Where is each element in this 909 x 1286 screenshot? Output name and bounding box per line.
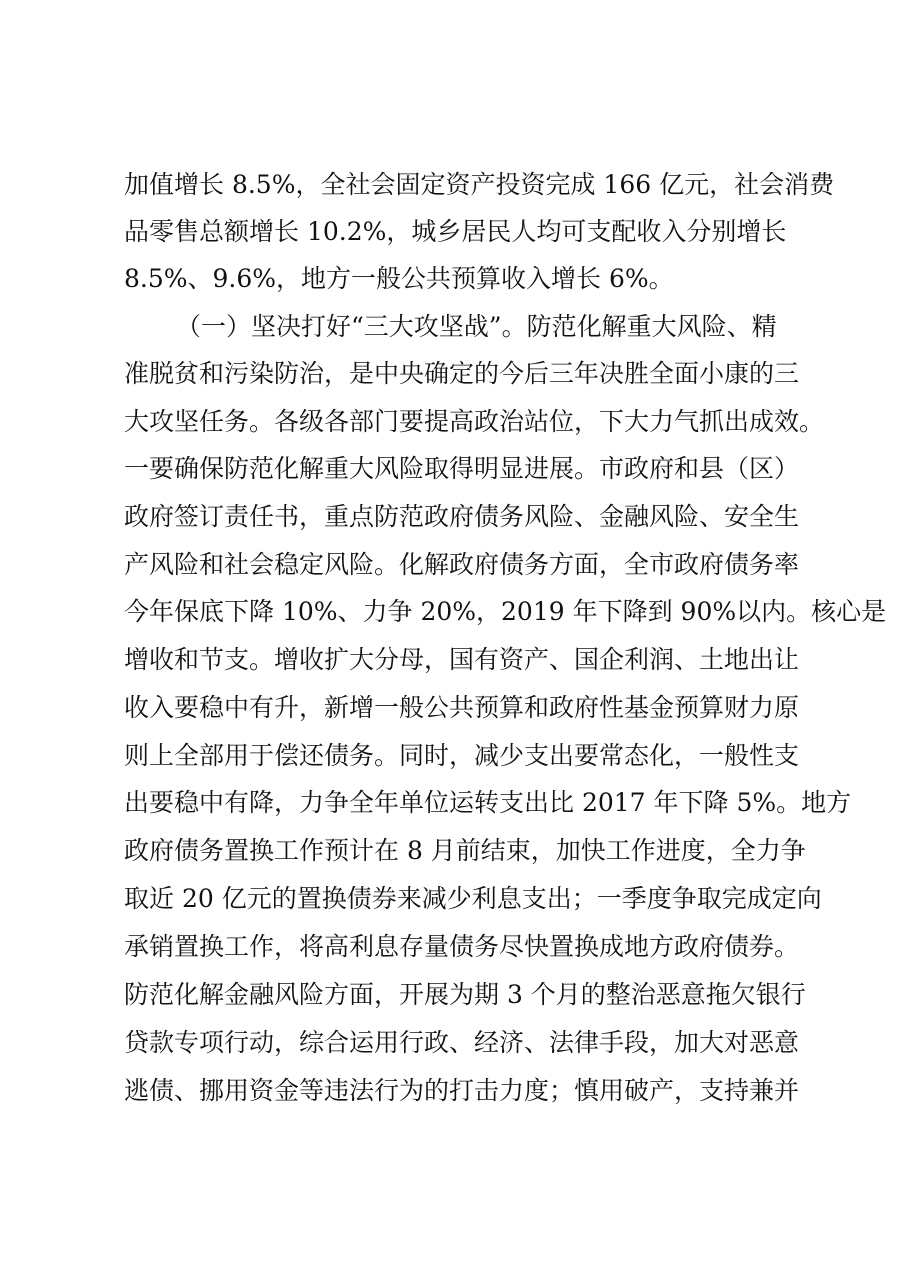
text-line: 大攻坚任务。各级各部门要提高政治站位，下大力气抓出成效。 bbox=[124, 407, 825, 436]
text-line: 贷款专项行动，综合运用行政、经济、法律手段，加大对恶意 bbox=[124, 1028, 800, 1057]
text-line: 逃债、挪用资金等违法行为的打击力度；慎用破产，支持兼并 bbox=[124, 1076, 800, 1105]
text-line: 品零售总额增长 10.2%，城乡居民人均可支配收入分别增长 bbox=[124, 217, 787, 246]
text-line: 政府签订责任书，重点防范政府债务风险、金融风险、安全生 bbox=[124, 502, 800, 531]
text-line: 一要确保防范化解重大风险取得明显进展。市政府和县（区） bbox=[124, 454, 800, 483]
text-line: 出要稳中有降，力争全年单位运转支出比 2017 年下降 5%。地方 bbox=[124, 788, 852, 817]
text-line: 取近 20 亿元的置换债券来减少利息支出；一季度争取完成定向 bbox=[124, 884, 822, 913]
text-line: 产风险和社会稳定风险。化解政府债务方面，全市政府债务率 bbox=[124, 550, 800, 579]
text-line: 政府债务置换工作预计在 8 月前结束，加快工作进度，全力争 bbox=[124, 836, 806, 865]
text-line: 则上全部用于偿还债务。同时，减少支出要常态化，一般性支 bbox=[124, 741, 800, 770]
text-line: 收入要稳中有升，新增一般公共预算和政府性基金预算财力原 bbox=[124, 693, 800, 722]
text-line: 加值增长 8.5%，全社会固定资产投资完成 166 亿元，社会消费 bbox=[124, 170, 835, 199]
text-line: 承销置换工作，将高利息存量债务尽快置换成地方政府债券。 bbox=[124, 932, 800, 961]
text-line: 8.5%、9.6%，地方一般公共预算收入增长 6%。 bbox=[124, 264, 674, 293]
text-line: 今年保底下降 10%、力争 20%，2019 年下降到 90%以内。核心是 bbox=[124, 597, 887, 626]
text-line: 防范化解金融风险方面，开展为期 3 个月的整治恶意拖欠银行 bbox=[124, 980, 806, 1009]
text-line: 增收和节支。增收扩大分母，国有资产、国企利润、土地出让 bbox=[124, 645, 800, 674]
paragraph-heading-line: （一）坚决打好“三大攻坚战”。防范化解重大风险、精 bbox=[176, 312, 777, 341]
text-line: 准脱贫和污染防治，是中央确定的今后三年决胜全面小康的三 bbox=[124, 359, 800, 388]
